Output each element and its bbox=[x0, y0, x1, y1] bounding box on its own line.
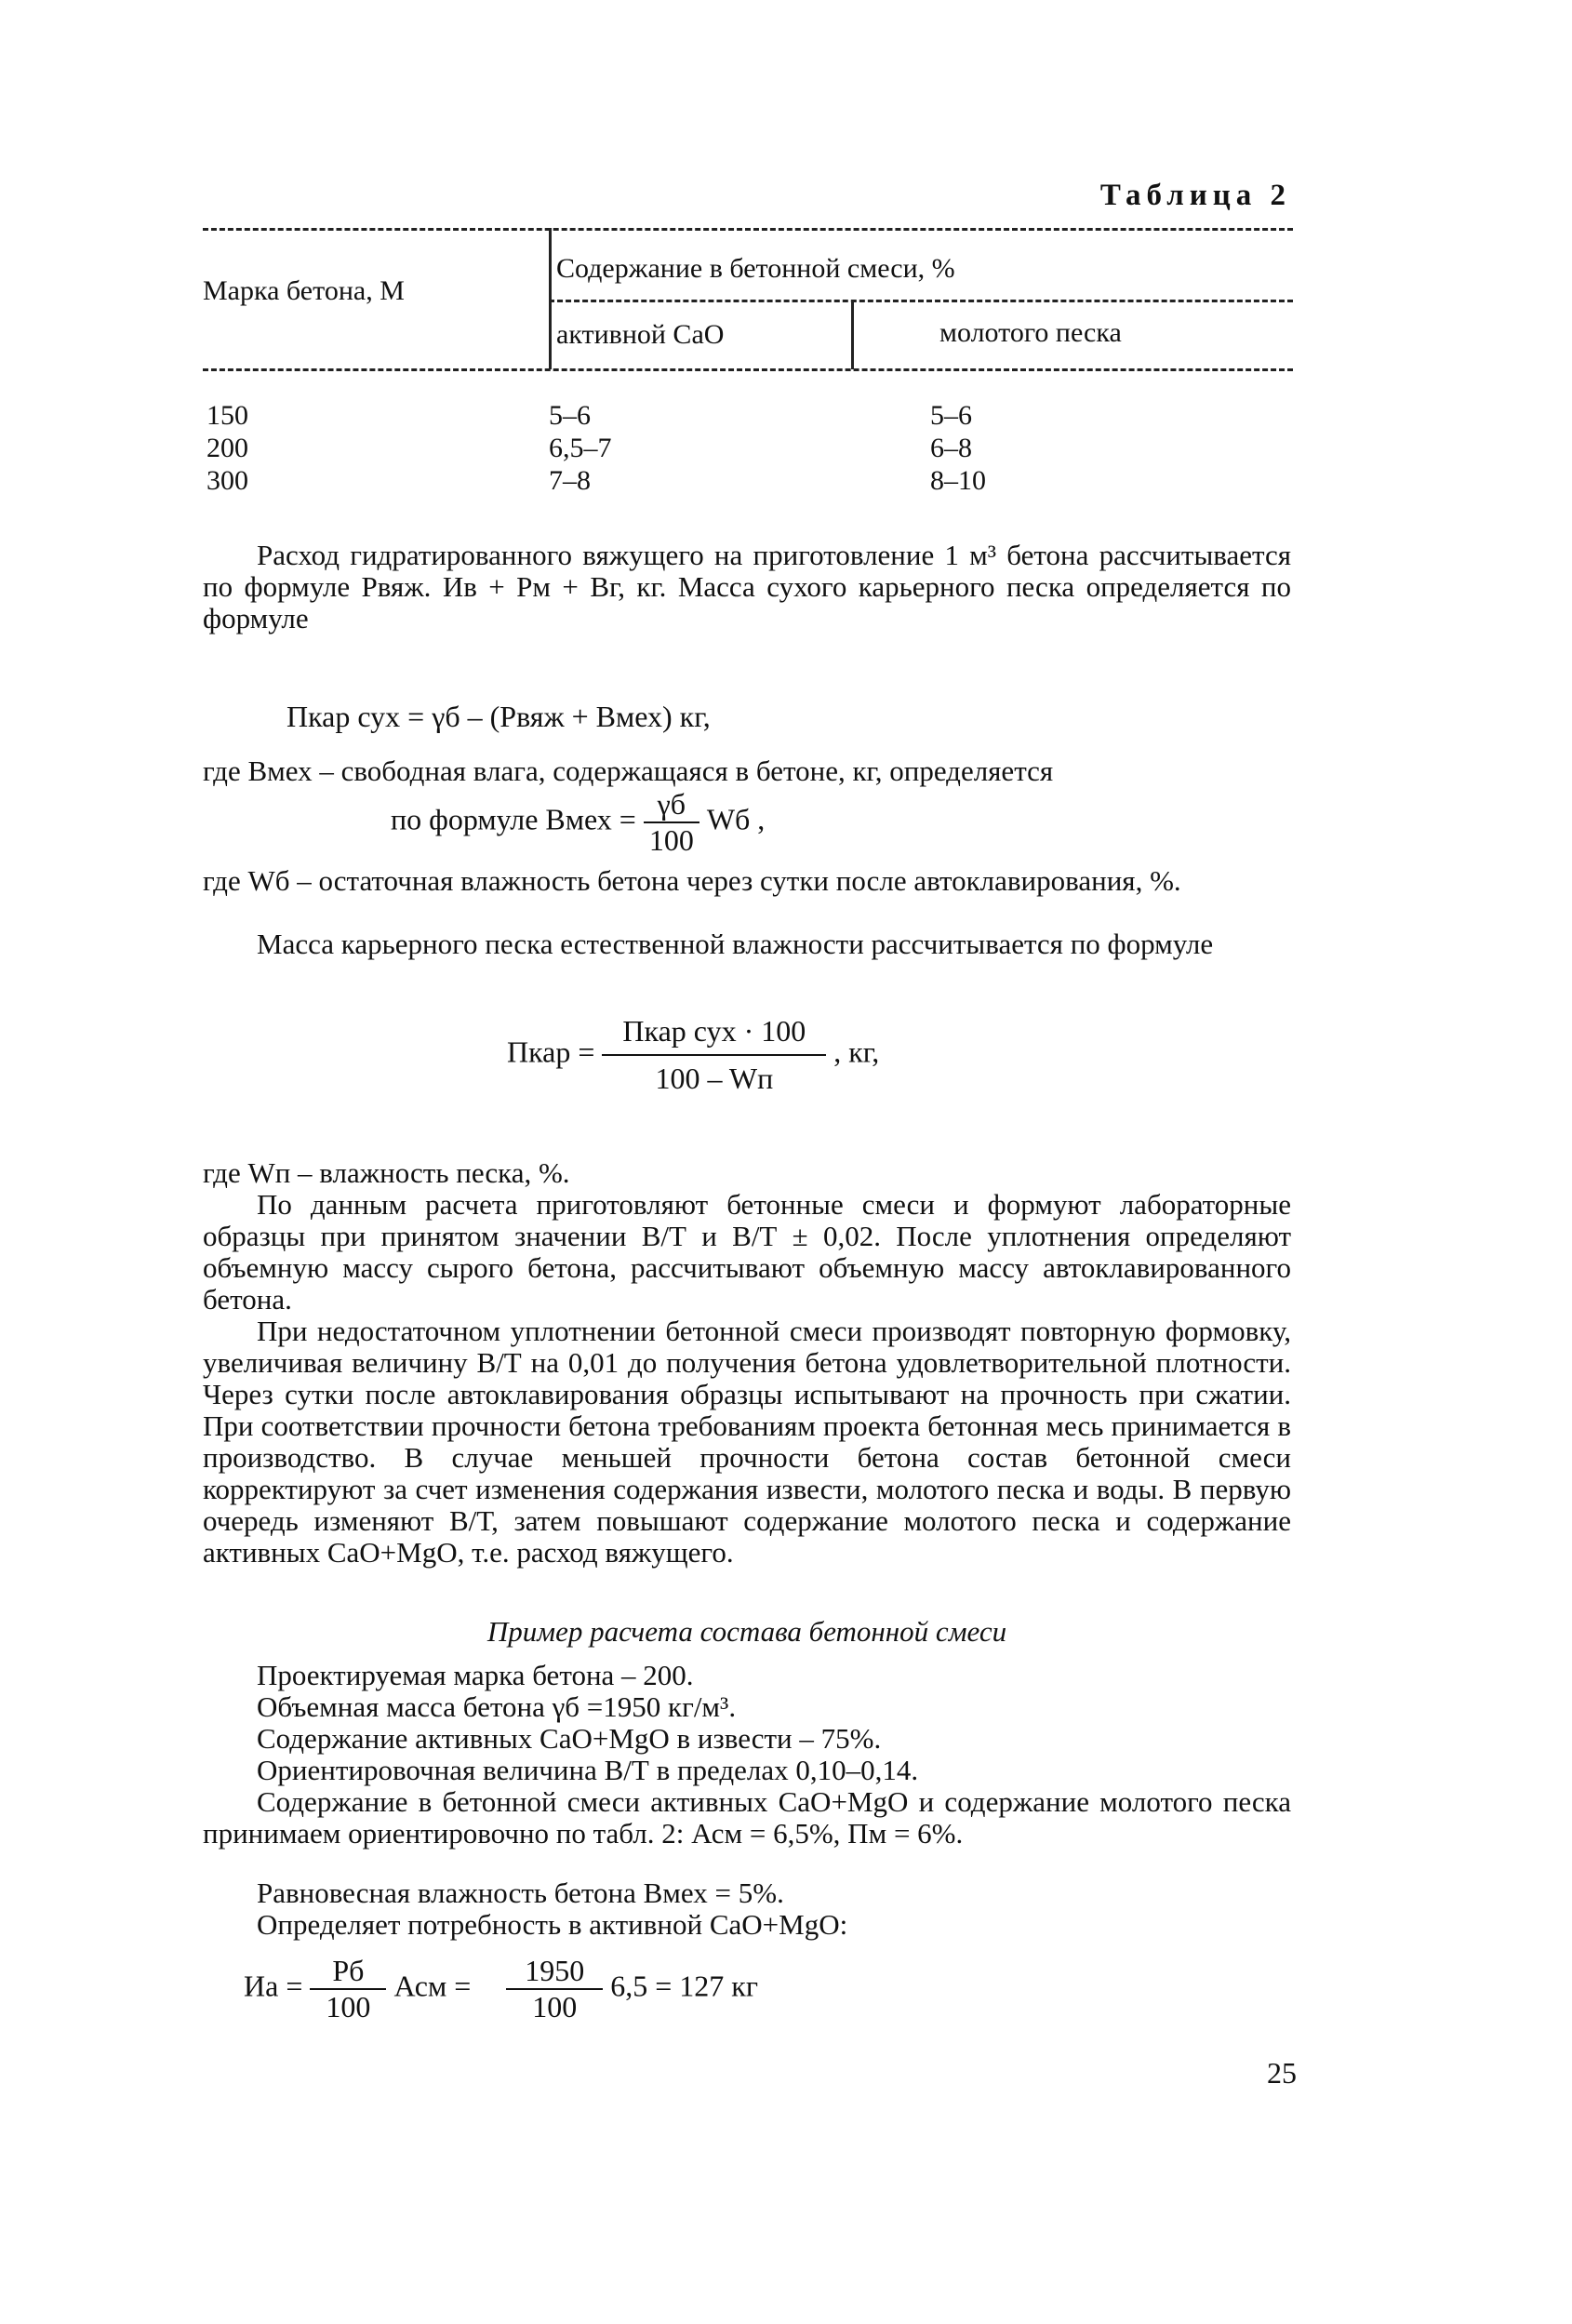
example-line: Ориентировочная величина В/Т в пределах 0,10–0,14. bbox=[257, 1754, 919, 1786]
formula-suffix: Wб , bbox=[706, 802, 766, 836]
table-col-divider bbox=[549, 228, 552, 369]
example-heading: Пример расчета состава бетонной смеси bbox=[486, 1615, 1007, 1648]
table-cell-sand: 6–8 bbox=[930, 433, 972, 463]
formula-prefix: по формуле Вмех = bbox=[391, 802, 636, 836]
table-cell-cao: 6,5–7 bbox=[549, 433, 612, 463]
example-line: Определяет потребность в активной CaO+MgO: bbox=[257, 1908, 848, 1941]
fraction-denominator: 100 bbox=[648, 823, 694, 857]
paragraph-correction: При недостаточном уплотнении бетонной смеси производят повторную формовку, увеличивая величину В/Т на 0,01 до получения бетона удовлетворительной плотности. Через сутки после автоклавирования образцы испытывают на прочность при сжатии. При соответствии прочности бетона требованиям проекта бетонная месь принимается в производство. В случае меньшей прочности бетона состав бетонной смеси корректируют за счет изменения содержания извести, молотого песка и воды. В первую очередь изменяют В/Т, затем повышают содержание молотого песка и содержание активных CaO+MgO, т.е. расход вяжущего. bbox=[203, 1315, 1291, 1569]
formula-right: , кг, bbox=[833, 1035, 880, 1069]
table-header-group: Содержание в бетонной смеси, % bbox=[556, 253, 955, 284]
fraction-denominator: 100 bbox=[326, 1990, 371, 2023]
page-number: 25 bbox=[1267, 2056, 1297, 2090]
formula-wet-sand bbox=[507, 1014, 879, 1096]
paragraph-lab-samples: По данным расчета приготовляют бетонные смеси и формуют лабораторные образцы при принятом значении В/Т и В/Т ± 0,02. После уплотнения определяют объемную массу сырого бетона, рассчитывают объемную массу автоклавированного бетона. bbox=[203, 1188, 1291, 1316]
formula-dry-sand: Пкар сух = γб – (Рвяж + Вмех) кг, bbox=[286, 700, 711, 733]
table-cell-cao: 7–8 bbox=[549, 465, 591, 496]
fraction bbox=[602, 1014, 826, 1096]
where-free-moisture: где Вмех – свободная влага, содержащаяся в бетоне, кг, определяется bbox=[203, 755, 1054, 787]
table-top-rule bbox=[203, 228, 1293, 231]
fraction-numerator: 1950 bbox=[506, 1954, 603, 1990]
formula-left: Иа = bbox=[244, 1969, 303, 2003]
fraction bbox=[506, 1954, 603, 2024]
formula-free-moisture bbox=[391, 787, 765, 858]
where-residual-moisture: где Wб – остаточная влажность бетона через сутки после автоклавирования, %. bbox=[203, 864, 1181, 897]
example-line: Содержание активных CaO+MgO в извести – 75%. bbox=[257, 1722, 882, 1755]
fraction-numerator: Пкар сух · 100 bbox=[602, 1014, 826, 1056]
table-cell-cao: 5–6 bbox=[549, 400, 591, 431]
table-subcol-divider bbox=[851, 300, 854, 369]
table-header-sand: молотого песка bbox=[939, 317, 1122, 348]
table-header-bottom-rule bbox=[203, 368, 1293, 371]
fraction-numerator: γб bbox=[644, 787, 699, 823]
fraction bbox=[310, 1954, 386, 2024]
fraction bbox=[644, 787, 699, 858]
formula-active-cao bbox=[244, 1954, 758, 2024]
table-caption: Таблица 2 bbox=[1099, 179, 1291, 212]
example-line: Объемная масса бетона γб =1950 кг/м³. bbox=[257, 1690, 737, 1723]
fraction-denominator: 100 bbox=[532, 1990, 578, 2023]
example-line: Равновесная влажность бетона Вмех = 5%. bbox=[257, 1877, 784, 1909]
where-sand-moisture: где Wп – влажность песка, %. bbox=[203, 1156, 570, 1189]
fraction-numerator: Рб bbox=[310, 1954, 386, 1990]
table-cell-mark: 150 bbox=[206, 400, 248, 431]
formula-left: Пкар = bbox=[507, 1035, 595, 1069]
formula-mid: Асм = bbox=[393, 1969, 472, 2003]
formula-right: 6,5 = 127 кг bbox=[610, 1969, 758, 2003]
table-cell-sand: 8–10 bbox=[930, 465, 986, 496]
fraction-denominator: 100 – Wп bbox=[655, 1062, 774, 1095]
table-cell-mark: 200 bbox=[206, 433, 248, 463]
example-line: Содержание в бетонной смеси активных CaO+MgO и содержание молотого песка принимаем ориентировочно по табл. 2: Асм = 6,5%, Пм = 6%. bbox=[203, 1785, 1291, 1850]
table-header-cao: активной CaO bbox=[556, 319, 725, 350]
table-cell-mark: 300 bbox=[206, 465, 248, 496]
table-header-mark: Марка бетона, М bbox=[203, 275, 405, 306]
example-line: Проектируемая марка бетона – 200. bbox=[257, 1659, 694, 1691]
table-subheader-rule bbox=[549, 300, 1293, 302]
paragraph-wet-sand: Масса карьерного песка естественной влажности рассчитывается по формуле bbox=[257, 928, 1214, 960]
paragraph-binder-consumption: Расход гидратированного вяжущего на приготовление 1 м³ бетона рассчитывается по формуле Рвяж. Ив + Рм + Вг, кг. Масса сухого карьерного песка определяется по формуле bbox=[203, 539, 1291, 634]
table-cell-sand: 5–6 bbox=[930, 400, 972, 431]
